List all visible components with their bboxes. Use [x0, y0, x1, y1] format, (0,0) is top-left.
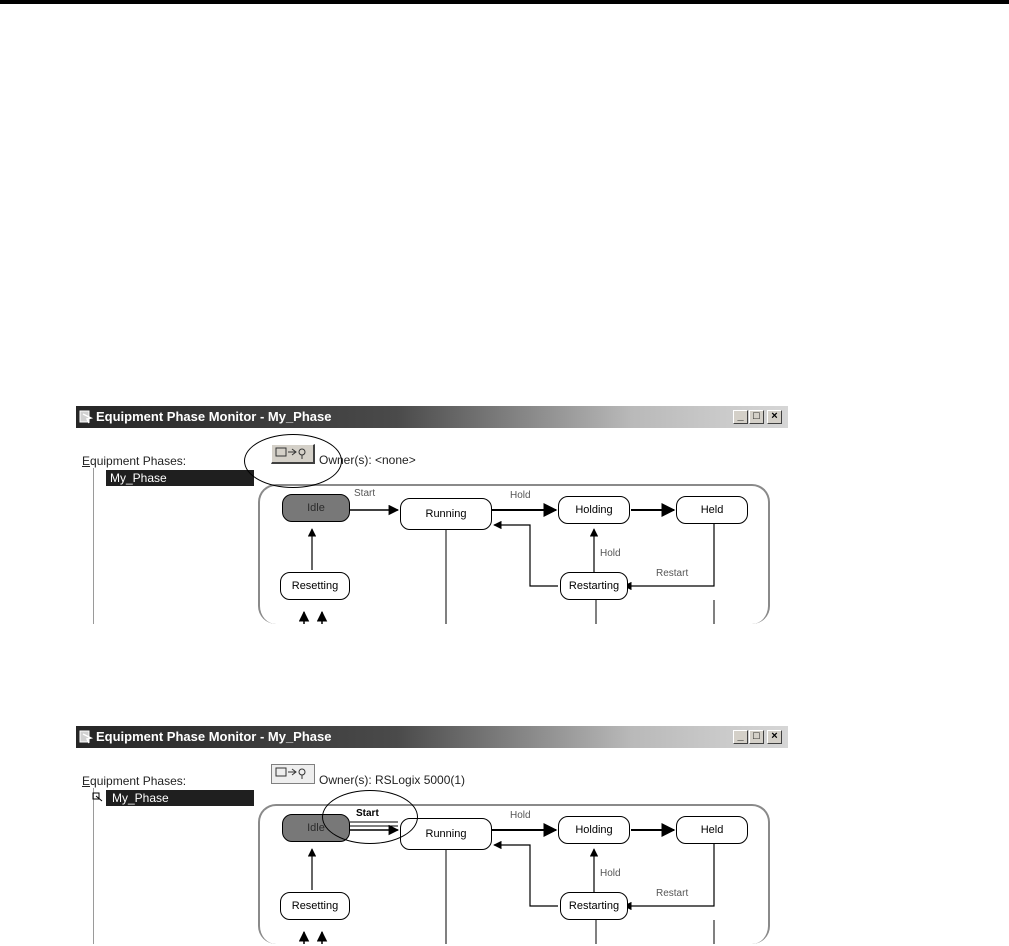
transition-label-hold-restart: Hold [600, 868, 621, 879]
maximize-button[interactable]: □ [749, 410, 764, 424]
state-holding[interactable]: Holding [558, 816, 630, 844]
minimize-button[interactable]: _ [733, 730, 748, 744]
state-held[interactable]: Held [676, 816, 748, 844]
state-resetting[interactable]: Resetting [280, 572, 350, 600]
equipment-phases-label-text: quipment Phases: [90, 454, 187, 468]
state-held[interactable]: Held [676, 496, 748, 524]
state-running[interactable]: Running [400, 498, 492, 530]
transition-label-hold-restart: Hold [600, 548, 621, 559]
phase-monitor-window-1 [76, 406, 788, 624]
state-holding[interactable]: Holding [558, 496, 630, 524]
state-running[interactable]: Running [400, 818, 492, 850]
callout-ellipse-start-transition [322, 790, 418, 844]
close-button[interactable]: × [767, 730, 782, 744]
transition-label-hold: Hold [510, 810, 531, 821]
window-title: Equipment Phase Monitor - My_Phase [96, 409, 332, 424]
tree-item-label: My_Phase [112, 791, 169, 805]
transition-label-restart: Restart [656, 888, 689, 899]
equipment-phases-label-text: quipment Phases: [90, 774, 187, 788]
transition-label-start[interactable]: Start [356, 808, 379, 819]
tree-item-my-phase[interactable]: My_Phase [106, 470, 254, 486]
phase-monitor-window-2 [76, 726, 788, 944]
owner-status: Owner(s): <none> [319, 453, 416, 467]
transition-label-hold: Hold [510, 490, 531, 501]
close-button[interactable]: × [767, 410, 782, 424]
state-restarting[interactable]: Restarting [560, 572, 628, 600]
transition-label-start: Start [354, 488, 376, 499]
maximize-button[interactable]: □ [749, 730, 764, 744]
page-top-rule [0, 0, 1009, 4]
equipment-phases-label-accelerator: E [82, 774, 91, 788]
state-restarting[interactable]: Restarting [560, 892, 628, 920]
state-idle[interactable]: Idle [282, 814, 350, 842]
state-idle[interactable]: Idle [282, 494, 350, 522]
callout-ellipse-ownership-button [244, 434, 342, 488]
state-resetting[interactable]: Resetting [280, 892, 350, 920]
transition-label-restart: Restart [656, 568, 689, 579]
window-title: Equipment Phase Monitor - My_Phase [96, 729, 332, 744]
minimize-button[interactable]: _ [733, 410, 748, 424]
owner-status: Owner(s): RSLogix 5000(1) [319, 773, 466, 787]
equipment-phases-label-accelerator: E [82, 454, 91, 468]
